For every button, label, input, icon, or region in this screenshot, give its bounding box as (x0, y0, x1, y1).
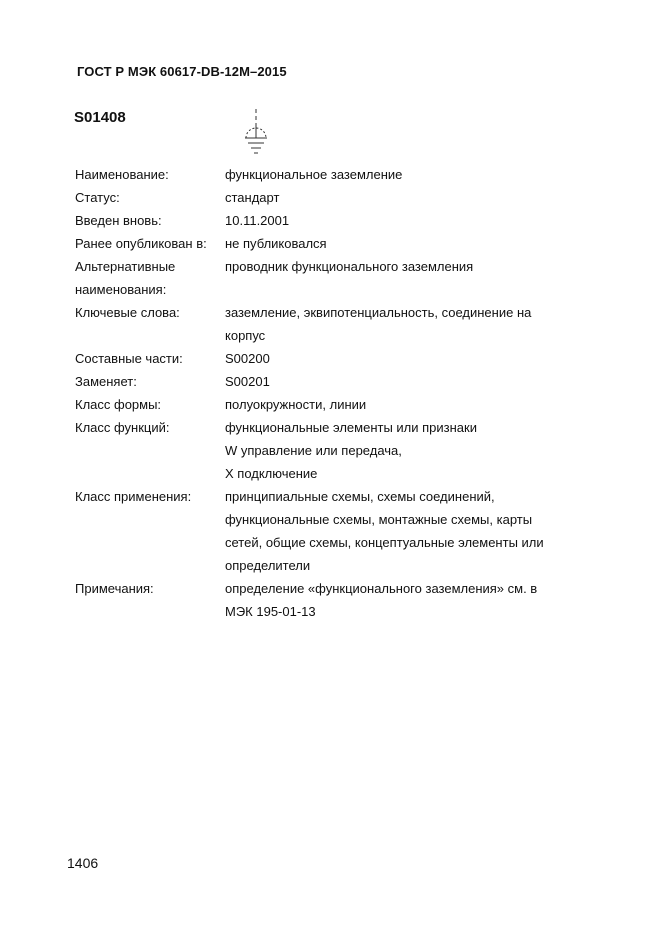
property-value-line: функциональные элементы или признаки (225, 420, 477, 435)
property-value-line: 10.11.2001 (225, 213, 290, 228)
property-row (75, 209, 635, 232)
property-value-line: проводник функционального заземления (225, 259, 474, 274)
property-value-line: W управление или передача, (225, 443, 402, 458)
property-label: Ключевые слова: (75, 305, 180, 320)
property-value-line: полуокружности, линии (225, 397, 367, 412)
property-value (225, 232, 635, 255)
property-value-line: принципиальные схемы, схемы соединений, (225, 489, 495, 504)
property-label: Заменяет: (75, 374, 137, 389)
property-value-line: функциональные схемы, монтажные схемы, карты (225, 512, 533, 527)
property-value-line: X подключение (225, 466, 318, 481)
property-value (225, 370, 635, 393)
property-value (225, 393, 635, 416)
property-label: Ранее опубликован в: (75, 236, 207, 251)
property-row (75, 393, 635, 416)
document-header: ГОСТ Р МЭК 60617-DB-12M–2015 (77, 64, 287, 79)
symbol-properties (75, 163, 635, 623)
property-label: Статус: (75, 190, 120, 205)
property-value-line: сетей, общие схемы, концептуальные элементы или (225, 535, 544, 550)
symbol-code: S01408 (74, 109, 126, 126)
functional-earthing-symbol-icon (226, 107, 286, 161)
property-value-line: МЭК 195-01-13 (225, 604, 316, 619)
property-row (75, 186, 635, 209)
property-value (225, 577, 635, 623)
property-label: Наименование: (75, 167, 169, 182)
property-row (75, 416, 635, 485)
property-value-line: S00201 (225, 374, 270, 389)
property-value (225, 163, 635, 186)
property-value-line: заземление, эквипотенциальность, соединение на (225, 305, 532, 320)
property-row (75, 232, 635, 255)
property-value (225, 416, 635, 485)
property-label: Класс применения: (75, 489, 192, 504)
property-label: Альтернативные наименования: (75, 259, 176, 297)
property-row (75, 347, 635, 370)
page-number: 1406 (67, 855, 99, 871)
property-value-line: стандарт (225, 190, 280, 205)
property-value (225, 301, 635, 347)
property-row (75, 370, 635, 393)
property-value-line: не публиковался (225, 236, 327, 251)
property-value (225, 209, 635, 232)
property-value (225, 255, 635, 301)
property-value (225, 186, 635, 209)
property-value-line: определители (225, 558, 311, 573)
property-label: Класс функций: (75, 420, 170, 435)
property-value (225, 347, 635, 370)
property-value-line: корпус (225, 328, 266, 343)
property-row (75, 301, 635, 347)
property-value-line: S00200 (225, 351, 270, 366)
property-label: Введен вновь: (75, 213, 162, 228)
property-value-line: определение «функционального заземления» см. в (225, 581, 538, 596)
property-label: Класс формы: (75, 397, 162, 412)
property-row (75, 577, 635, 623)
property-row (75, 255, 635, 301)
property-value (225, 485, 635, 577)
property-label: Примечания: (75, 581, 154, 596)
property-value-line: функциональное заземление (225, 167, 403, 182)
property-row (75, 163, 635, 186)
property-label: Составные части: (75, 351, 183, 366)
property-row (75, 485, 635, 577)
